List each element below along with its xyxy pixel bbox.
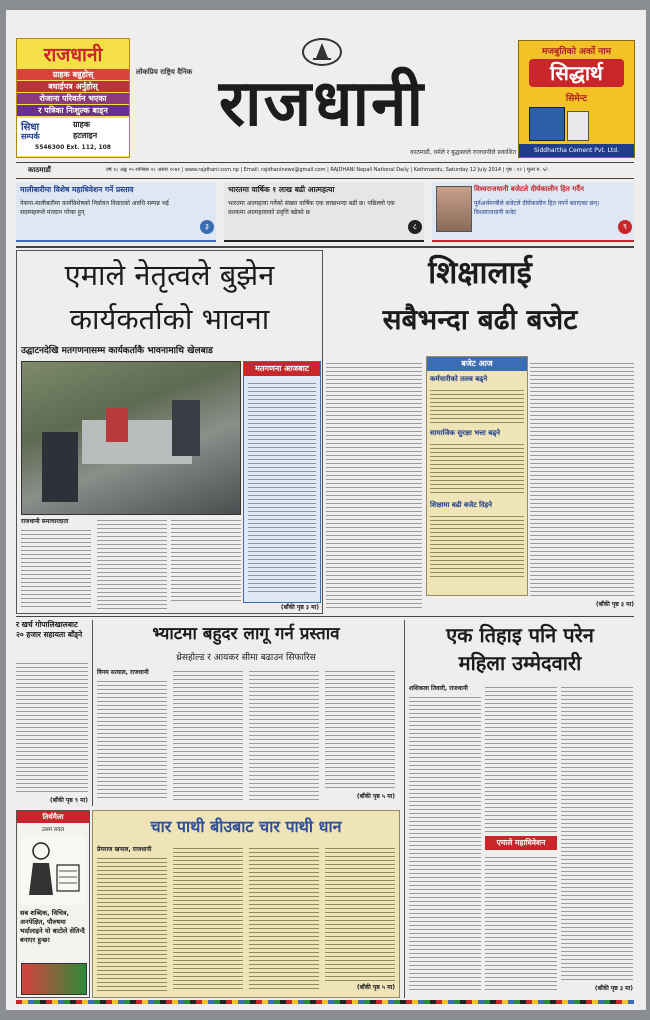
cement-ad-brand: सिद्धार्थ xyxy=(529,59,624,87)
subscription-ad-title: राजधानी xyxy=(43,44,103,66)
cartoon-ad-thumb xyxy=(21,963,87,995)
cement-ad-header: मजबुतिको अर्को नाम xyxy=(542,47,611,57)
teaser-1-title: मालीबारीमा विशेष महाधिवेशन गर्ने प्रस्ताव xyxy=(20,185,134,194)
masthead-city: काठमाडौं xyxy=(28,166,51,174)
lead-cont: (बाँकी पृष्ठ ३ मा) xyxy=(280,604,319,611)
teaser-3-title: विश्वराजधानी बजेटले दीर्घकालीन हित गर्दैन xyxy=(474,185,584,193)
side-story[interactable] xyxy=(16,620,88,806)
side-story-headline: र खर्च गोपालिखालबाट २० हजार सहायता बाँड्ने xyxy=(16,620,83,639)
vat-byline: विनय सत्याल, राजधानी xyxy=(97,669,149,676)
subscription-ad-contact-d: हटलाइन xyxy=(73,131,98,140)
women-byline: शशिकला तिवारी, राजधानी xyxy=(409,685,468,692)
subscription-ad-line-3: रोजाना परिवर्तन भएका xyxy=(17,93,129,104)
subscription-ad-line-1: ग्राहक बन्नुहोस् xyxy=(17,69,129,80)
lead-side-box-title: मतगणना आजबाट xyxy=(244,362,320,376)
teaser-2-page-badge: ८ xyxy=(408,220,422,234)
women-candidate-story[interactable] xyxy=(404,620,635,998)
women-headline-2: महिला उम्मेदवारी xyxy=(458,651,582,675)
subscription-ad-line-4: र पत्रिका निःशुल्क बाड्न xyxy=(17,105,129,116)
budget-sub-3: शिक्षामा बढी बजेट दिइने xyxy=(430,501,493,509)
lead-byline: राजधानी समाचारदाता xyxy=(21,518,69,525)
masthead-tagline: लोकप्रिय राष्ट्रिय दैनिक xyxy=(136,68,193,76)
teaser-3[interactable] xyxy=(432,182,634,242)
cartoon-label: तिर्थमैला xyxy=(17,811,89,823)
budget-sub-2: सामाजिक सुरक्षा भत्ता बढ्ने xyxy=(430,429,501,437)
budget-sub-1: कर्मचारीको तलब बढ्ने xyxy=(430,375,488,383)
dateline: वर्ष १८ अङ्क २५ शनिबार २८ असार २०७१ | www.rajdhani.com.np | Email: rajdhaninews@gmail.com | RAJDHANI Nepali National Daily | Kathmandu, Saturday 12 July 2014 | पृष्ठ : १२ | मूल्य रु. ५/- xyxy=(106,167,549,173)
budget-cont: (बाँकी पृष्ठ ३ मा) xyxy=(595,601,634,608)
rice-headline: चार पाथी बीउबाट चार पाथी धान xyxy=(150,817,342,836)
cartoon-byline: उत्तम रावल xyxy=(41,827,65,833)
teaser-2[interactable] xyxy=(224,182,424,242)
cement-bag-icon xyxy=(529,107,565,141)
rice-story[interactable] xyxy=(92,810,400,998)
women-headline-1: एक तिहाइ पनि परेन xyxy=(446,623,594,647)
teaser-2-text: भारतमा आत्महत्या गर्नेको संख्या वार्षिक एक लाखभन्दा बढी छ। पछिल्लो एक दशकमा आत्महत्याको प्रवृत्ति बढेको छ xyxy=(228,200,395,216)
subscription-ad-contact xyxy=(17,118,129,156)
teaser-3-page-badge: ९ xyxy=(618,220,632,234)
cement-ad-product: सिमेन्ट xyxy=(565,94,588,104)
vat-cont: (बाँकी पृष्ठ ५ मा) xyxy=(356,793,395,800)
rice-cont: (बाँकी पृष्ठ ५ मा) xyxy=(356,984,395,991)
subscription-ad-contact-c: ग्राहक xyxy=(73,120,90,129)
lead-side-box xyxy=(243,361,321,603)
cement-bag-icon-2 xyxy=(567,111,589,141)
teaser-3-text: पूर्वअर्थमन्त्रीले बजेटले दीर्घकालीन हित नगर्ने बताएका छन्। विश्वराजधानी बजेट xyxy=(474,200,600,216)
cement-ad[interactable] xyxy=(518,40,635,158)
bottom-color-bar xyxy=(16,1000,634,1004)
cartoon-drawing-icon xyxy=(21,835,85,905)
lead-deck: उद्घाटनदेखि मतगणनासम्म कार्यकर्ताकै भावनामाथि खेलबाड xyxy=(21,346,213,356)
cement-ad-footer: Siddhartha Cement Pvt. Ltd. xyxy=(519,144,634,157)
lead-story[interactable] xyxy=(16,250,323,614)
teaser-1-text: नेकपा-मालीबारीमा कार्यविशेषको निर्वाचन विवादको अवधि सम्पन्न भई सदस्यहरूले मतदान गरेका हुन् xyxy=(20,200,169,216)
cartoon-caption: सब शब्दिक, विचित्र, अनपेक्षित, पौरुषमा भर्दालाइने यो बाटोले सेतिन्दै बनाएर हुन्छ! xyxy=(20,909,85,944)
lead-photo xyxy=(21,361,241,515)
women-box-label: एमाले महाधिवेशन xyxy=(496,838,546,847)
vat-headline: भ्याटमा बहुदर लागू गर्न प्रस्ताव xyxy=(152,624,340,644)
masthead-title: राजधानी xyxy=(218,66,426,141)
masthead-subtitle: काठमाडौं, धर्मले र बुद्धबलले राजधानीले प्रकाशित xyxy=(410,149,516,156)
budget-story[interactable] xyxy=(326,250,634,612)
newspaper-front-page xyxy=(6,10,646,1010)
budget-box-label: बजेट आज xyxy=(427,357,527,371)
vat-deck: थ्रेसहोल्ड र आयकर सीमा बढाउन सिफारिस xyxy=(176,653,316,663)
teaser-1[interactable] xyxy=(16,182,216,242)
subscription-ad-line-2: बधाईपत्र अर्नुहोस् xyxy=(17,81,129,92)
subscription-ad-phone: 5546300 Ext. 112, 108 xyxy=(35,144,111,151)
teaser-2-title: भारतमा वार्षिक १ लाख बढी आत्महत्या xyxy=(228,185,335,194)
side-story-cont: (बाँकी पृष्ठ ९ मा) xyxy=(49,797,88,804)
women-cont: (बाँकी पृष्ठ ३ मा) xyxy=(594,985,633,992)
rice-byline: प्रेमराज खनाल, राजधानी xyxy=(97,846,152,853)
lead-headline-1: एमाले नेतृत्वले बुझेन xyxy=(64,258,275,292)
subscription-ad-contact-a: सिधा xyxy=(21,122,40,133)
subscription-ad-contact-b: सम्पर्क xyxy=(21,132,40,141)
vat-story[interactable] xyxy=(92,620,399,806)
cartoon xyxy=(16,810,90,998)
teaser-1-page-badge: ३ xyxy=(200,220,214,234)
subscription-ad[interactable] xyxy=(16,38,130,158)
budget-box xyxy=(426,356,528,596)
teaser-3-photo xyxy=(436,186,472,232)
budget-headline-1: शिक्षालाई xyxy=(428,255,532,291)
emblem-icon xyxy=(304,40,340,64)
masthead-emblem xyxy=(302,38,342,66)
lead-headline-2: कार्यकर्ताको भावना xyxy=(69,302,270,336)
budget-headline-2: सबैभन्दा बढी बजेट xyxy=(382,303,578,336)
